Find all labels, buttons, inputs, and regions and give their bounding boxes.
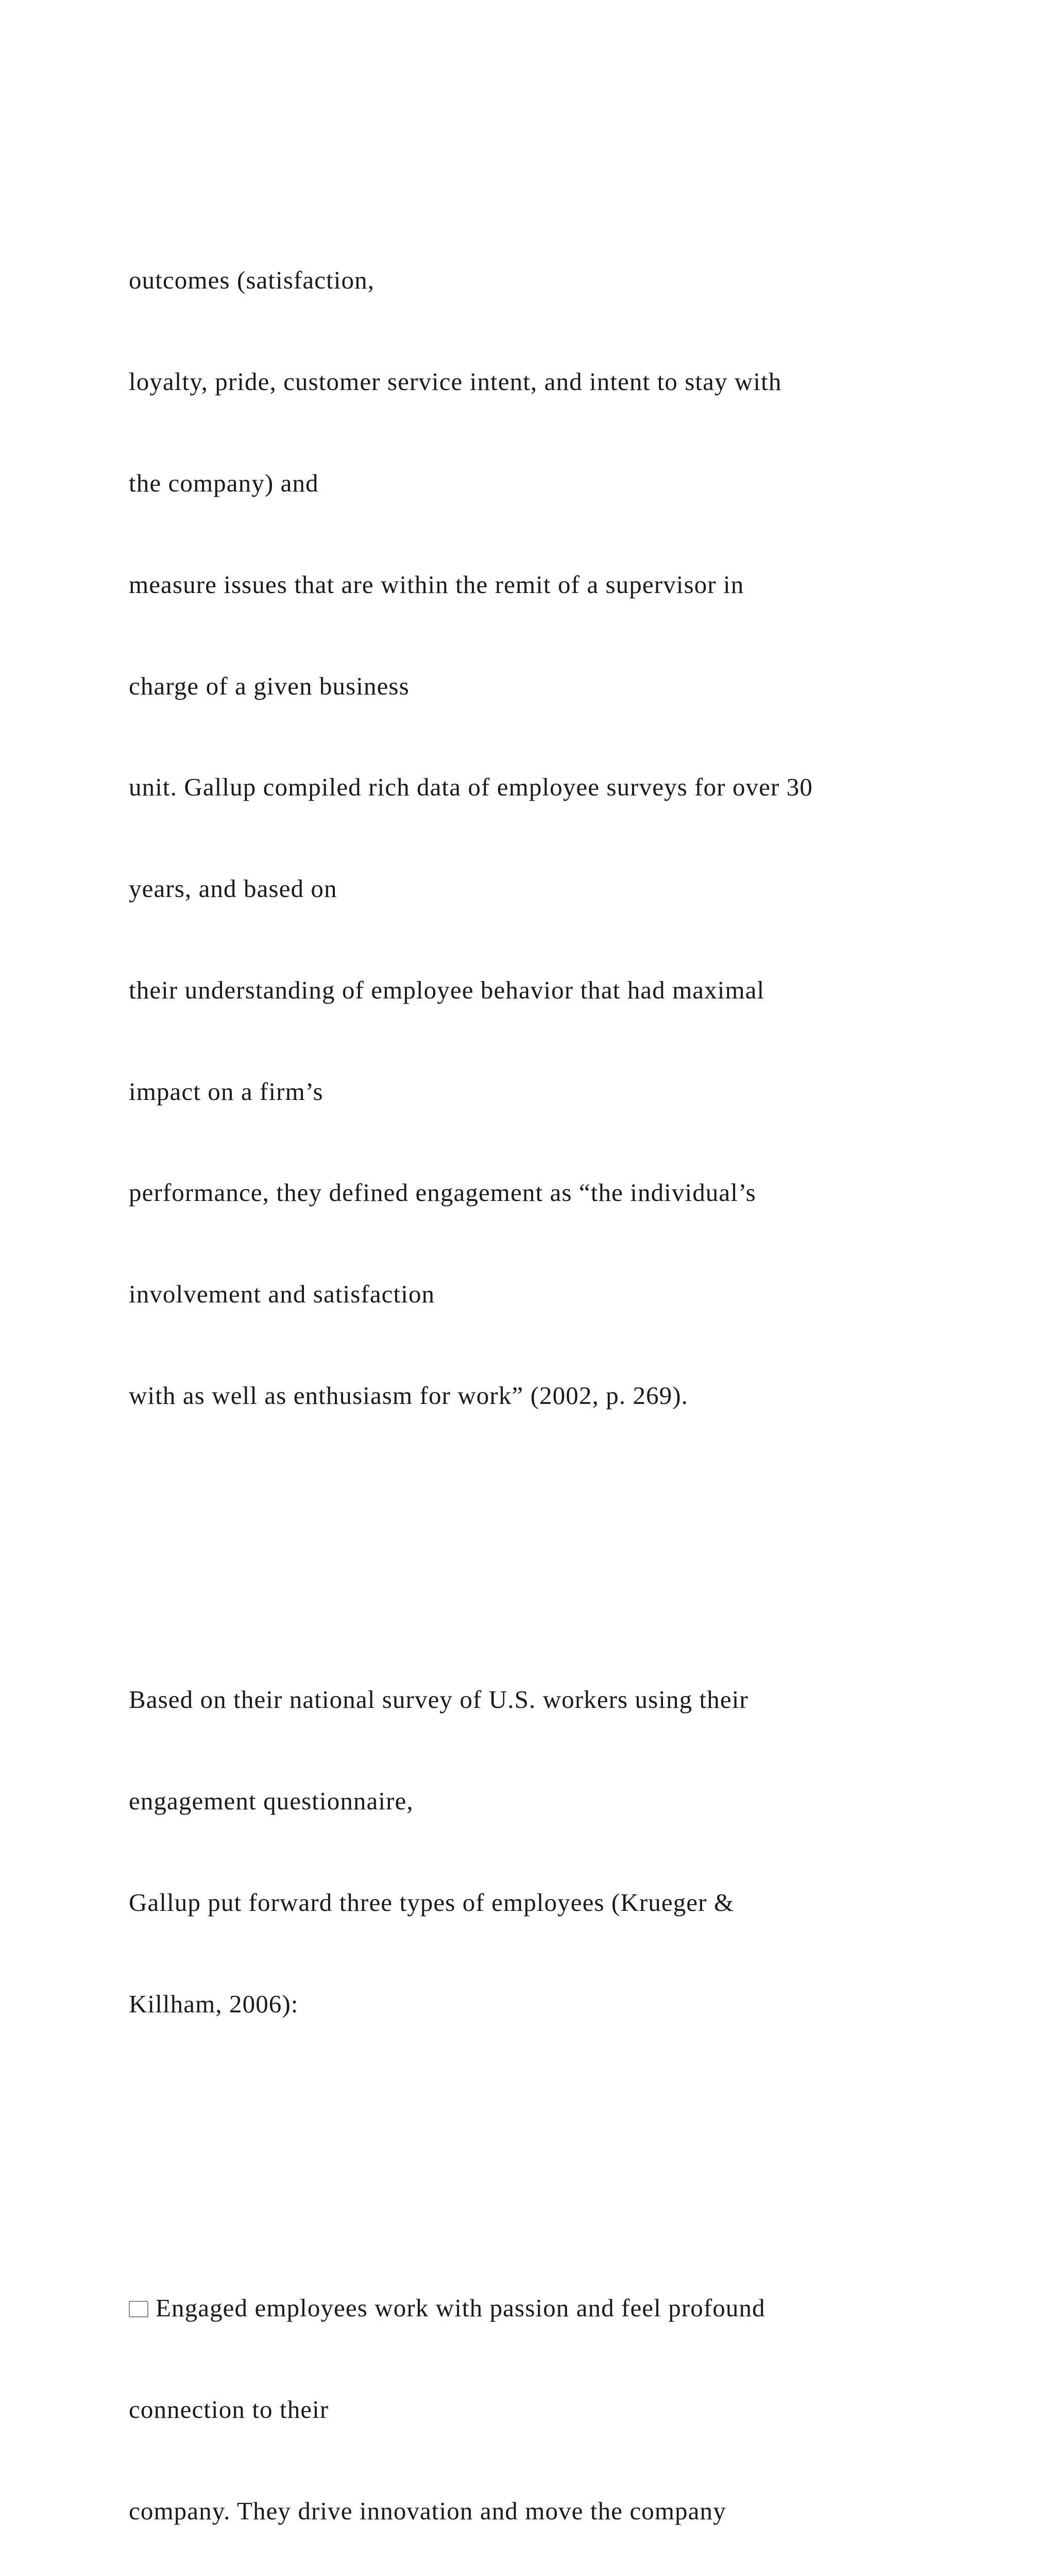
text-line: Based on their national survey of U.S. workers using their [129,1685,748,1714]
text-line: impact on a firm’s [129,1077,324,1106]
paragraph-break [129,1514,1035,1548]
text-line: the company) and [129,468,319,497]
text-line: with as well as enthusiasm for work” (2002, p. 269). [129,1381,689,1410]
text-line: years, and based on [129,874,337,903]
missing-glyph-box-icon [129,2301,148,2317]
text-line: loyalty, pride, customer service intent, and intent to stay with [129,367,782,396]
paragraph-break [129,2122,1035,2156]
text-line: Killham, 2006): [129,1989,299,2018]
text-line: their understanding of employee behavior that had maximal [129,975,765,1004]
text-line: involvement and satisfaction [129,1280,435,1309]
bullet-text: Engaged employees work with passion and feel profound [156,2294,765,2322]
document-body [129,128,1035,2576]
text-line: performance, they defined engagement as “the individual’s [129,1178,756,1207]
text-line: company. They drive innovation and move the company [129,2496,726,2525]
text-line: connection to their [129,2395,329,2424]
text-line: unit. Gallup compiled rich data of employee surveys for over 30 [129,773,813,802]
text-line: charge of a given business [129,671,410,700]
text-line: measure issues that are within the remit of a supervisor in [129,570,744,599]
text-line: outcomes (satisfaction, [129,266,375,295]
text-line: Gallup put forward three types of employees (Krueger & [129,1888,735,1917]
text-line: engagement questionnaire, [129,1787,414,1816]
bullet-line [129,2291,1035,2325]
